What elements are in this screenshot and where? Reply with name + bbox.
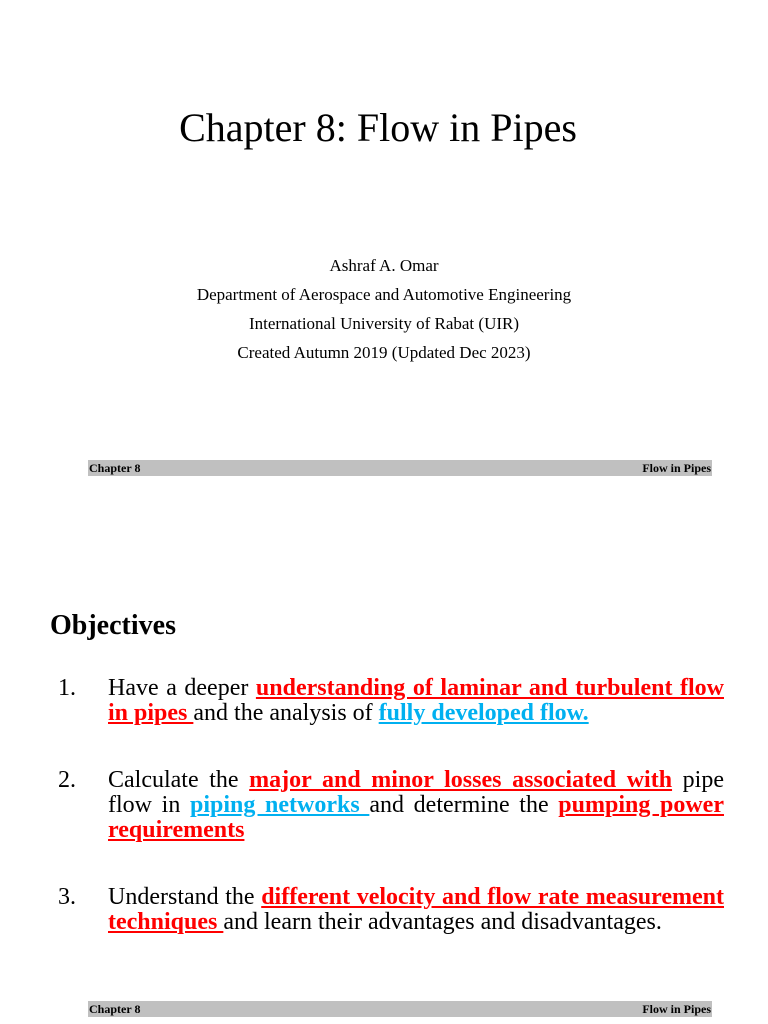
objective-text: and the analysis of xyxy=(193,700,379,726)
slide-footer xyxy=(88,460,712,476)
title-slide xyxy=(0,0,768,490)
footer-chapter: Chapter 8 xyxy=(89,1002,141,1016)
footer-topic: Flow in Pipes xyxy=(642,461,711,475)
objective-text: and determine the xyxy=(369,792,559,818)
objective-highlight: pumping power requirements xyxy=(108,792,724,843)
objective-text: and learn their advantages and disadvantages. xyxy=(223,909,662,935)
objective-number: 3. xyxy=(58,884,76,910)
objective-item xyxy=(58,676,724,726)
objective-highlight: major and minor losses associated with xyxy=(249,767,673,793)
objective-number: 2. xyxy=(58,767,76,793)
author-block xyxy=(0,251,768,367)
objectives-list xyxy=(58,676,724,935)
objective-text: Understand the xyxy=(108,884,262,910)
footer-chapter: Chapter 8 xyxy=(89,461,141,475)
slide-title: Chapter 8: Flow in Pipes xyxy=(179,105,577,150)
objectives-heading: Objectives xyxy=(50,610,176,641)
university-name: International University of Rabat (UIR) xyxy=(248,314,520,333)
objective-highlight: understanding of laminar and turbulent flow in pipes xyxy=(108,675,724,726)
created-date: Created Autumn 2019 (Updated Dec 2023) xyxy=(237,343,531,362)
objective-item xyxy=(58,768,724,843)
objective-highlight: different velocity and flow rate measurement techniques xyxy=(108,884,724,935)
objective-number: 1. xyxy=(58,675,76,701)
objective-highlight: piping networks xyxy=(189,792,370,818)
author-name: Ashraf A. Omar xyxy=(329,256,439,275)
footer-topic: Flow in Pipes xyxy=(642,1002,711,1016)
slide-footer xyxy=(88,1001,712,1017)
department-name: Department of Aerospace and Automotive Engineering xyxy=(196,285,572,304)
objective-item xyxy=(58,885,724,935)
objectives-slide xyxy=(0,490,768,1024)
objective-text: Calculate the xyxy=(108,767,250,793)
objective-text: pipe flow in xyxy=(108,767,724,818)
objective-highlight: fully developed flow. xyxy=(378,700,589,726)
objective-text: Have a deeper xyxy=(108,675,256,701)
